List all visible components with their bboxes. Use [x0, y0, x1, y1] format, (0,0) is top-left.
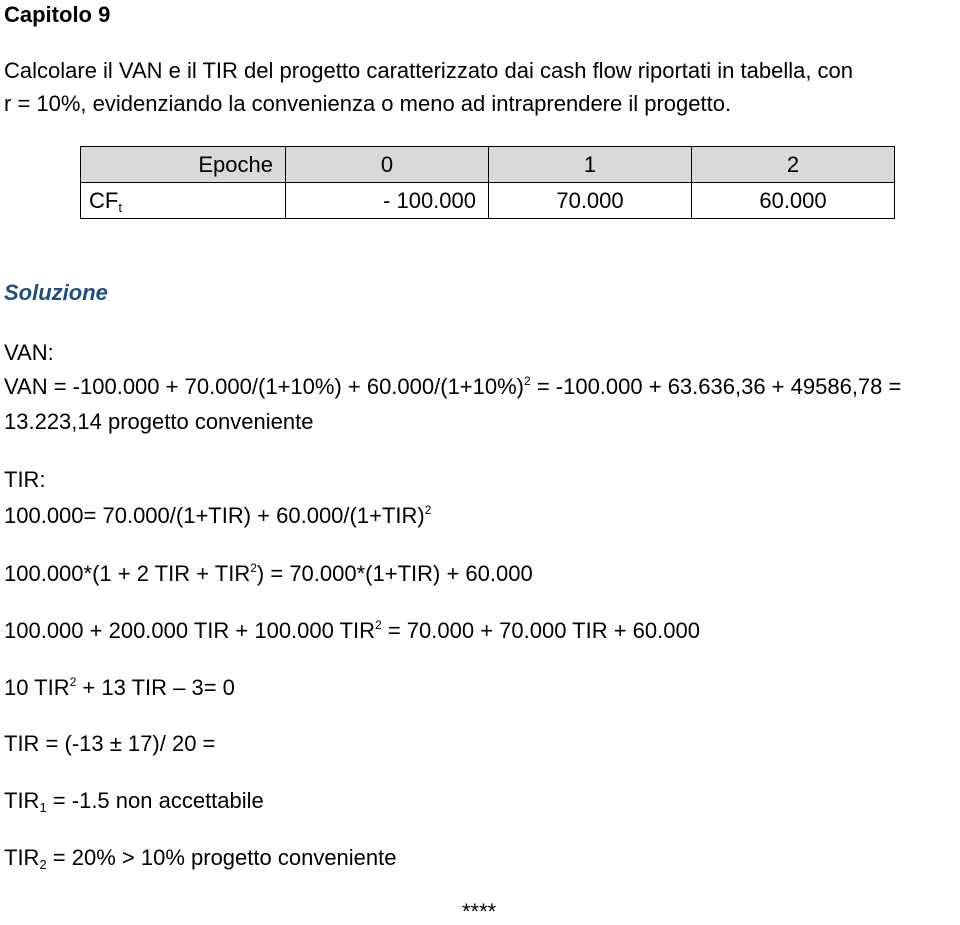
row-label-cell [81, 183, 286, 219]
tir1-symbol: TIR [4, 788, 40, 813]
tir-solution-1 [4, 788, 264, 814]
cash-flow-table [80, 146, 895, 219]
table-header-row [81, 147, 895, 183]
van-result: 13.223,14 progetto conveniente [4, 409, 314, 434]
tir-eq3-part-a: 100.000 + 200.000 TIR + 100.000 TIR [4, 618, 376, 643]
row-label-subscript: t [118, 199, 122, 215]
problem-text-line-2: r = 10%, evidenziando la convenienza o meno ad intraprendere il progetto. [4, 91, 732, 116]
table-header-cell: 2 [692, 147, 895, 183]
tir-equation-1 [4, 503, 431, 529]
tir-eq2-part-a: 100.000*(1 + 2 TIR + TIR [4, 561, 251, 586]
tir-equation-3 [4, 618, 700, 644]
tir-eq2-part-b: ) = 70.000*(1+TIR) + 60.000 [256, 561, 533, 586]
tir-eq1-part-a: 100.000= 70.000/(1+TIR) + 60.000/(1+TIR) [4, 503, 425, 528]
tir-eq4-part-a: 10 TIR [4, 675, 70, 700]
tir-solution-2 [4, 845, 397, 871]
tir-equation-4 [4, 675, 235, 701]
table-header-cell: 1 [489, 147, 692, 183]
van-equation-part-a: VAN = -100.000 + 70.000/(1+10%) + 60.000/(1+10%) [4, 374, 525, 399]
tir1-text: = -1.5 non accettabile [46, 788, 264, 813]
tir-eq1-exponent: 2 [424, 503, 432, 517]
tir1-subscript: 1 [39, 800, 47, 815]
table-cell: 60.000 [692, 183, 895, 219]
solution-heading: Soluzione [4, 280, 108, 305]
tir-eq3-part-b: = 70.000 + 70.000 TIR + 60.000 [381, 618, 700, 643]
van-equation [4, 374, 901, 400]
end-mark: **** [462, 899, 497, 924]
tir-eq2-exponent: 2 [250, 561, 257, 575]
tir2-text: = 20% > 10% progetto conveniente [46, 845, 397, 870]
problem-text-line-1: Calcolare il VAN e il TIR del progetto caratterizzato dai cash flow riportati in tabella, con [4, 58, 854, 83]
tir2-symbol: TIR [4, 845, 40, 870]
table-header-cell: 0 [286, 147, 489, 183]
chapter-title: Capitolo 9 [4, 2, 111, 27]
tir2-subscript: 2 [39, 857, 47, 872]
tir-label: TIR: [4, 467, 46, 492]
van-equation-exponent: 2 [524, 374, 531, 388]
table-header-cell: Epoche [81, 147, 286, 183]
table-cell: 70.000 [489, 183, 692, 219]
tir-eq4-exponent: 2 [69, 675, 77, 689]
van-equation-part-b: = -100.000 + 63.636,36 + 49586,78 = [530, 374, 902, 399]
table-row [81, 183, 895, 219]
van-label: VAN: [4, 340, 54, 365]
row-label: CF [89, 187, 119, 213]
table-cell: - 100.000 [286, 183, 489, 219]
tir-equation-5: TIR = (-13 ± 17)/ 20 = [4, 731, 216, 756]
tir-eq4-part-b: + 13 TIR – 3= 0 [76, 675, 235, 700]
tir-equation-2 [4, 561, 533, 587]
tir-eq3-exponent: 2 [375, 618, 382, 632]
